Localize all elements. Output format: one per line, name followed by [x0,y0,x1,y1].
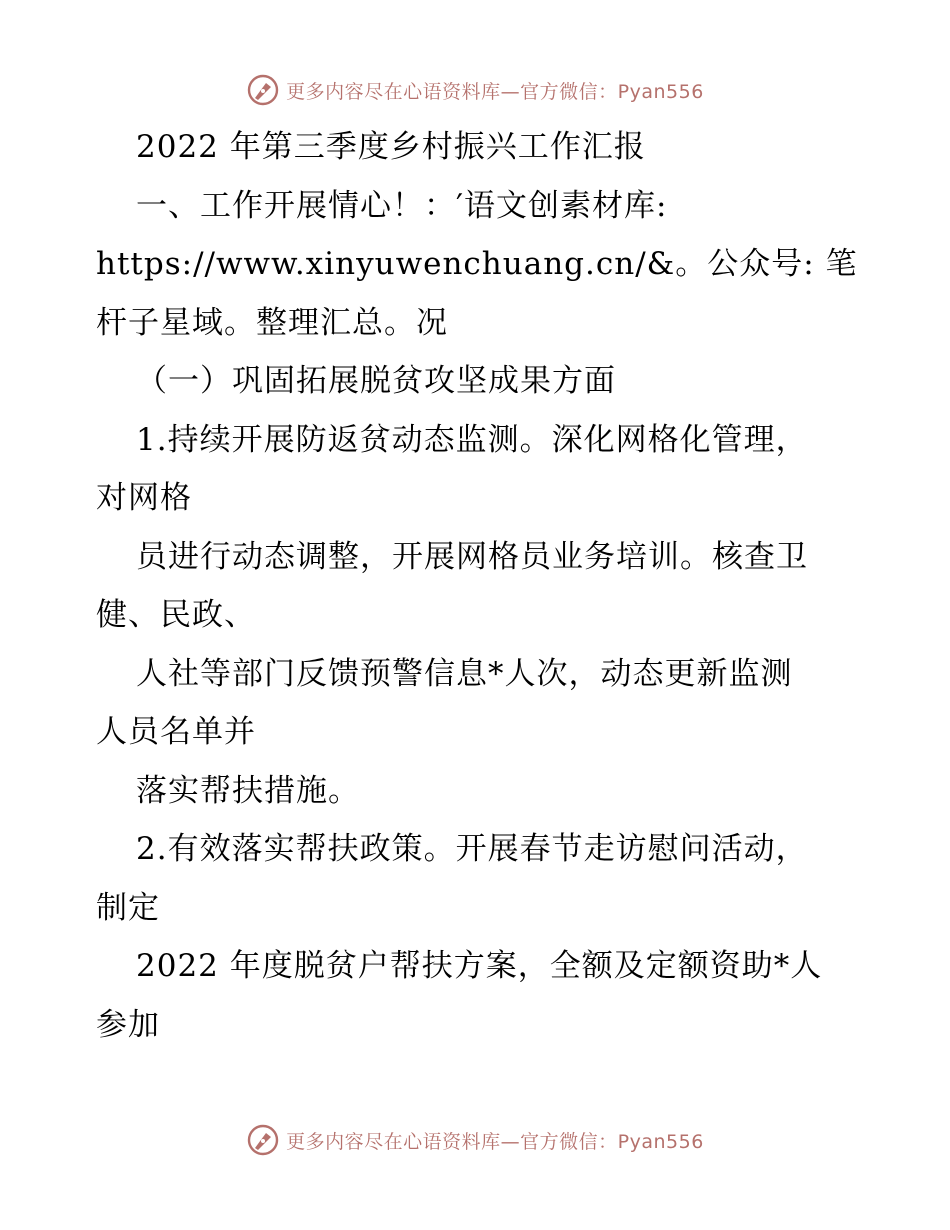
watermark-text: 更多内容尽在心语资料库—官方微信：Pyan556 [286,80,704,103]
pen-nib-logo-icon [246,1123,280,1157]
document-line: 2022 年度脱贫户帮扶方案，全额及定额资助*人 [136,948,823,984]
document-line: 人员名单并 [96,714,256,750]
document-line: 员进行动态调整，开展网格员业务培训。核查卫 [136,538,808,575]
document-line: 2.有效落实帮扶政策。开展春节走访慰问活动， [136,831,808,867]
document-line: 1.持续开展防返贫动态监测。深化网格化管理， [136,421,808,458]
document-line: 制定 [96,889,160,926]
document-line: 2022 年第三季度乡村振兴工作汇报 [136,129,646,165]
header-watermark [0,70,950,110]
document-line: 落实帮扶措施。 [136,772,360,809]
pen-nib-logo-icon [246,73,280,107]
document-line: 对网格 [96,480,192,516]
document-line: 参加 [96,1006,160,1043]
document-body [96,118,866,1054]
document-line: 人社等部门反馈预警信息*人次，动态更新监测 [136,655,793,692]
watermark-text: 更多内容尽在心语资料库—官方微信：Pyan556 [286,1130,704,1153]
document-line: 一、工作开展情心！：′语文创素材库: [136,187,668,224]
document-line: https://www.xinyuwenchuang.cn/&。公众号: 笔 [96,246,858,282]
document-line: 杆子星域。整理汇总。况 [96,304,448,341]
document-line: 健、民政、 [96,597,256,633]
footer-watermark [0,1120,950,1160]
document-line: （一）巩固拓展脱贫攻坚成果方面 [136,363,616,399]
